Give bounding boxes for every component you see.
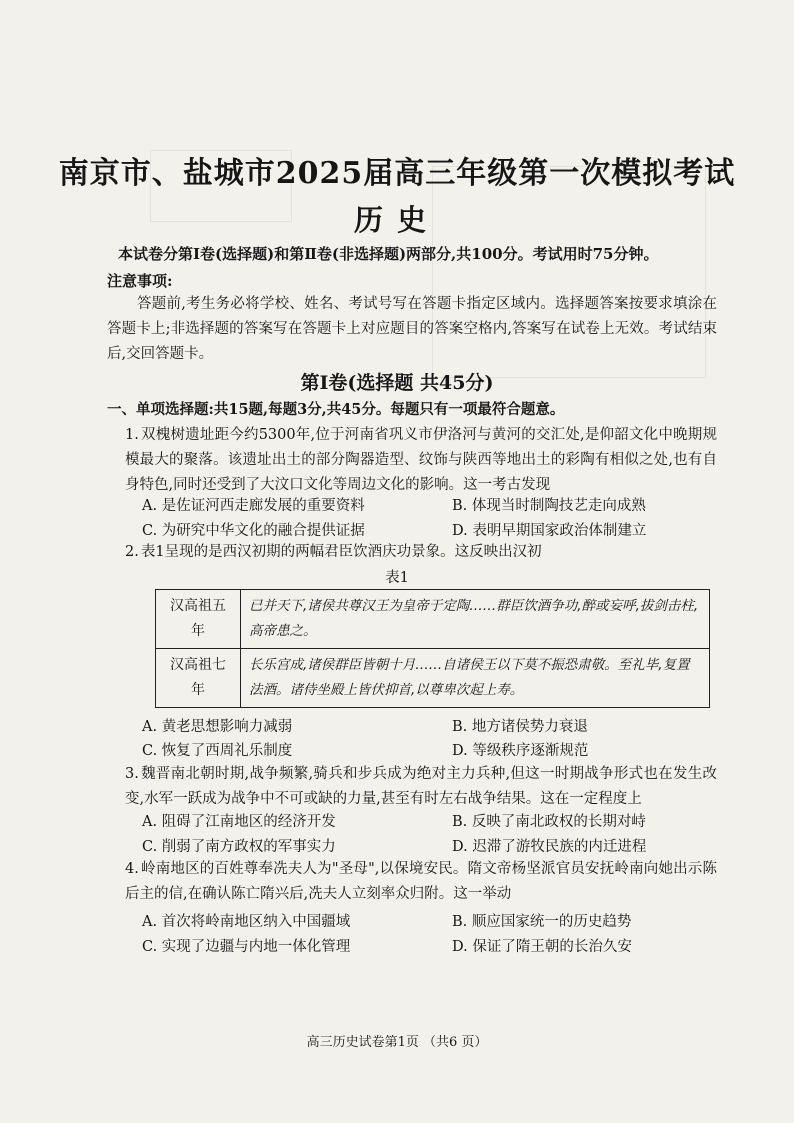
option-2b: B. 地方诸侯势力衰退 [452,719,588,735]
question-stem: 岭南地区的百姓尊奉冼夫人为"圣母",以保境安民。隋文帝杨坚派官员安抚岭南向她出示陈后主的信,在确认陈亡隋兴后,冼夫人立刻率众归附。这一举动 [125,861,717,902]
question-stem: 魏晋南北朝时期,战争频繁,骑兵和步兵成为绝对主力兵种,但这一时期战争形式也在发生改变,水军一跃成为战争中不可或缺的力量,甚至有时左右战争结果。这在一定程度上 [125,766,717,807]
option-3b: B. 反映了南北政权的长期对峙 [452,814,646,830]
question-number: 4. [125,861,139,877]
option-2d: D. 等级秩序逐渐规范 [452,743,589,759]
table-cell-head: 汉高祖五年 [156,590,241,649]
option-4a: A. 首次将岭南地区纳入中国疆域 [142,914,351,930]
page-footer: 高三历史试卷第1页 （共6 页） [306,1035,488,1050]
exam-title: 南京市、盐城市2025届高三年级第一次模拟考试 [58,156,736,191]
option-4b: B. 顺应国家统一的历史趋势 [452,914,632,930]
option-3c: C. 削弱了南方政权的军事实力 [142,839,336,855]
option-4d: D. 保证了隋王朝的长治久安 [452,939,632,955]
question-number: 3. [125,766,139,782]
option-3a: A. 阻碍了江南地区的经济开发 [142,814,336,830]
question-2 [125,540,717,565]
table-row [156,649,710,708]
table-1 [155,589,710,708]
table-caption: 表1 [385,570,409,586]
notes-heading: 注意事项: [107,272,173,290]
option-2c: C. 恢复了西周礼乐制度 [142,743,293,759]
table-row [156,590,710,649]
exam-subject: 历史 [353,203,440,237]
option-3d: D. 迟滞了游牧民族的内迁进程 [452,839,647,855]
option-1d: D. 表明早期国家政治体制建立 [452,523,647,539]
question-1 [125,423,717,498]
question-3 [125,762,717,812]
section-title: 第Ⅰ卷(选择题 共45分) [300,372,494,394]
option-1b: B. 体现当时制陶技艺走向成熟 [452,498,646,514]
table-cell-head: 汉高祖七年 [156,649,241,708]
table-cell-body: 已并天下,诸侯共尊汉王为皇帝于定陶……群臣饮酒争功,醉或妄呼,拔剑击柱,高帝患之。 [241,590,710,649]
option-2a: A. 黄老思想影响力减弱 [142,719,293,735]
question-4 [125,857,717,907]
option-4c: C. 实现了边疆与内地一体化管理 [142,939,351,955]
option-1a: A. 是佐证河西走廊发展的重要资料 [142,498,365,514]
table-cell-body: 长乐宫成,诸侯群臣皆朝十月……自诸侯王以下莫不振恐肃敬。至礼毕,复置法酒。诸侍坐殿上皆伏抑首,以尊卑次起上寿。 [241,649,710,708]
exam-intro: 本试卷分第Ⅰ卷(选择题)和第Ⅱ卷(非选择题)两部分,共100分。考试用时75分钟。 [118,245,659,263]
notes-body: 答题前,考生务必将学校、姓名、考试号写在答题卡指定区域内。选择题答案按要求填涂在答题卡上;非选择题的答案写在答题卡上对应题目的答案空格内,答案写在试卷上无效。考试结束后,交回答题卡。 [107,296,717,362]
question-stem: 表1呈现的是西汉初期的两幅君臣饮酒庆功景象。这反映出汉初 [140,544,542,560]
question-number: 1. [125,427,139,443]
option-1c: C. 为研究中华文化的融合提供证据 [142,523,365,539]
question-stem: 双槐树遗址距今约5300年,位于河南省巩义市伊洛河与黄河的交汇处,是仰韶文化中晚期规模最大的聚落。该遗址出土的部分陶器造型、纹饰与陕西等地出土的彩陶有相似之处,也有自身特色,同时还受到了大汶口文化等周边文化的影响。这一考古发现 [125,427,717,493]
question-number: 2. [125,544,139,560]
part-intro: 一、单项选择题:共15题,每题3分,共45分。每题只有一项最符合题意。 [107,401,565,418]
